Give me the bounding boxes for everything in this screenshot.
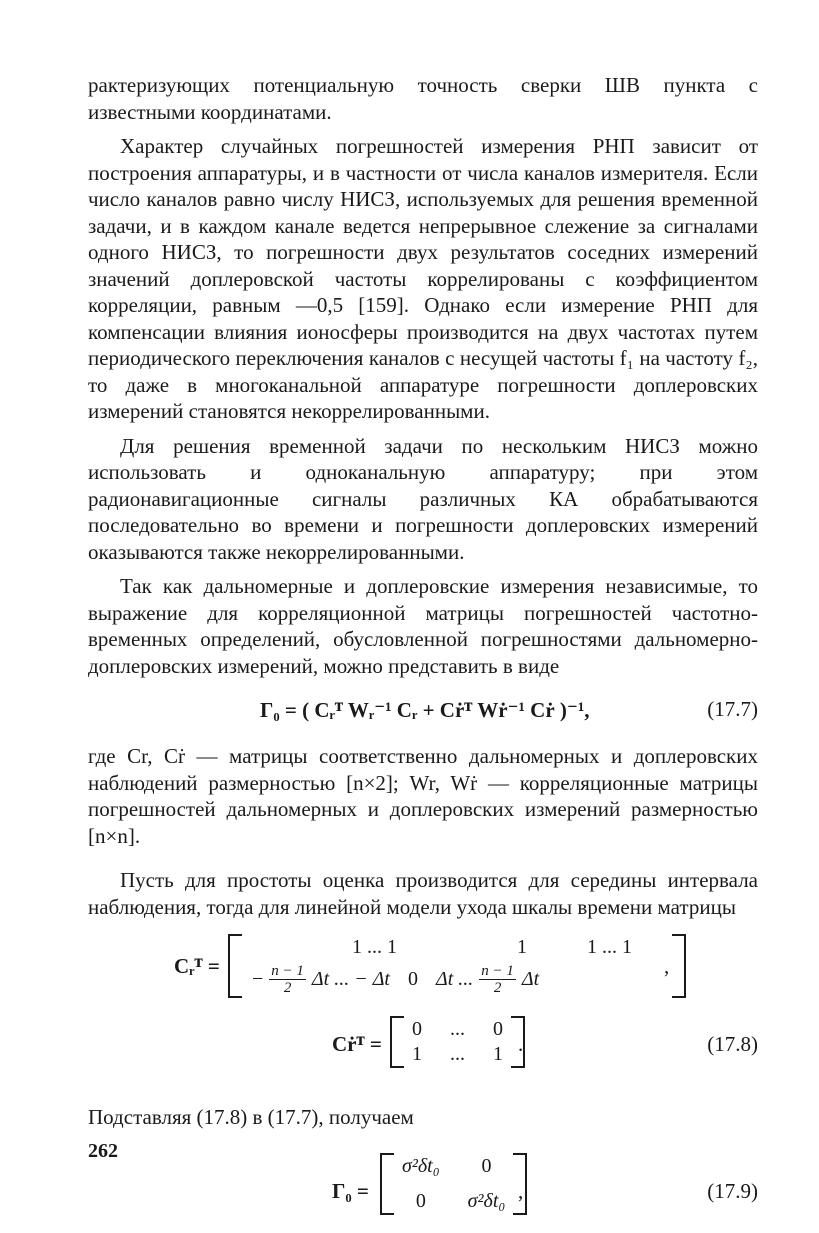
matrix-cell: 0 [481, 1154, 492, 1177]
matrix-cell: 0 [493, 1018, 503, 1040]
matrix-lhs: Cṙᵀ = [332, 1032, 382, 1056]
matrix-lhs: Γ₀ = [332, 1178, 369, 1203]
matrix-lhs: Cᵣᵀ = [174, 954, 220, 978]
matrix-cell: ... [450, 1043, 465, 1065]
matrix-cell: 1 ... 1 [587, 936, 632, 958]
matrix-cell: 0 [408, 968, 418, 990]
paragraph-5: где Cr, Cṙ — матрицы соответственно дальномерных и доплеровских наблюдений размерностью [n×2]; Wr, Wṙ — корреляционные матрицы погрешностей дальномерных и доплеровских измерений размерностью [n×n]. [88, 744, 758, 848]
matrix-cell: σ²δt₀ [467, 1189, 506, 1212]
matrix-cell: Δt ... [436, 968, 474, 990]
paragraph-7: Подставляя (17.8) в (17.7), получаем [88, 1105, 414, 1129]
equation-17-8 [88, 1016, 758, 1074]
equation-crt [88, 934, 758, 1004]
fraction: $\frac{n - 1}{2}$ [481, 963, 514, 996]
equation-number: (17.9) [707, 1178, 758, 1203]
matrix-cell: 1 [412, 1043, 422, 1065]
matrix-crt [228, 934, 686, 998]
matrix-cell: 1 [493, 1043, 503, 1065]
equation-17-9 [88, 1153, 758, 1233]
matrix-cell: 0 [412, 1018, 422, 1040]
equation-17-7 [88, 687, 758, 733]
matrix-tail: , [664, 954, 670, 978]
matrix-tail: . [518, 1032, 524, 1056]
paragraph-6: Пусть для простоты оценка производится для середины интервала наблюдения, тогда для линейной модели ухода шкалы времени матрицы [88, 868, 758, 919]
matrix-crdot [390, 1016, 525, 1068]
left-bracket [228, 934, 242, 998]
matrix-cell: − [252, 968, 264, 990]
matrix-tail: , [518, 1178, 524, 1203]
matrix-cell: 1 ... 1 [352, 936, 397, 958]
equation-number: (17.8) [707, 1032, 758, 1056]
right-bracket [672, 934, 686, 998]
matrix-cell: Δt [521, 968, 540, 990]
fraction: $\frac{n - 1}{2}$ [271, 963, 304, 996]
page-body [88, 72, 758, 1233]
matrix-cell: 1 [517, 936, 527, 958]
matrix-cell: 0 [415, 1189, 426, 1212]
paragraph-2: Характер случайных погрешностей измерения РНП зависит от построения аппаратуры, и в частности от числа каналов измерителя. Если число каналов равно числу НИСЗ, используемых для решения временной задачи, и в каждом канале ведется непрерывное слежение за сигналами одного НИСЗ, то погрешности двух результатов соседних измерений значений доплеровской частоты коррелированы с коэффициентом корреляции, равным —0,5 [159]. Однако если измерение РНП для компенсации влияния ионосферы производится на двух частотах путем периодического переключения каналов с несущей частоты f₁ на частоту f₂, то даже в многоканальной аппаратуре погрешности доплеровских измерений становятся некоррелированными. [88, 134, 758, 423]
equation-17-7-body: Γ₀ = ( Cᵣᵀ Wᵣ⁻¹ Cᵣ + Cṙᵀ Wṙ⁻¹ Cṙ )⁻¹, [260, 698, 590, 722]
equation-number: (17.7) [707, 697, 758, 721]
paragraph-4: Так как дальномерные и доплеровские измерения независимые, то выражение для корреляционной матрицы погрешностей частотно-временных определений, обусловленной погрешностями дальномерно-доплеровских измерений, можно представить в виде [88, 574, 758, 678]
matrix-gamma [380, 1153, 527, 1215]
left-bracket [390, 1016, 404, 1068]
matrix-cell: σ²δt₀ [402, 1154, 440, 1177]
paragraph-3: Для решения временной задачи по нескольким НИСЗ можно использовать и одноканальную аппаратуру; при этом радионавигационные сигналы различных КА обрабатываются последовательно во времени и погрешности доплеровских измерений оказываются также некоррелированными. [88, 433, 758, 564]
matrix-cell: ... [450, 1018, 465, 1040]
matrix-cell: Δt ... − Δt [311, 968, 390, 990]
left-bracket [380, 1153, 394, 1215]
paragraph-1: рактеризующих потенциальную точность сверки ШВ пункта с известными координатами. [88, 73, 758, 124]
page-number: 262 [88, 1140, 118, 1162]
